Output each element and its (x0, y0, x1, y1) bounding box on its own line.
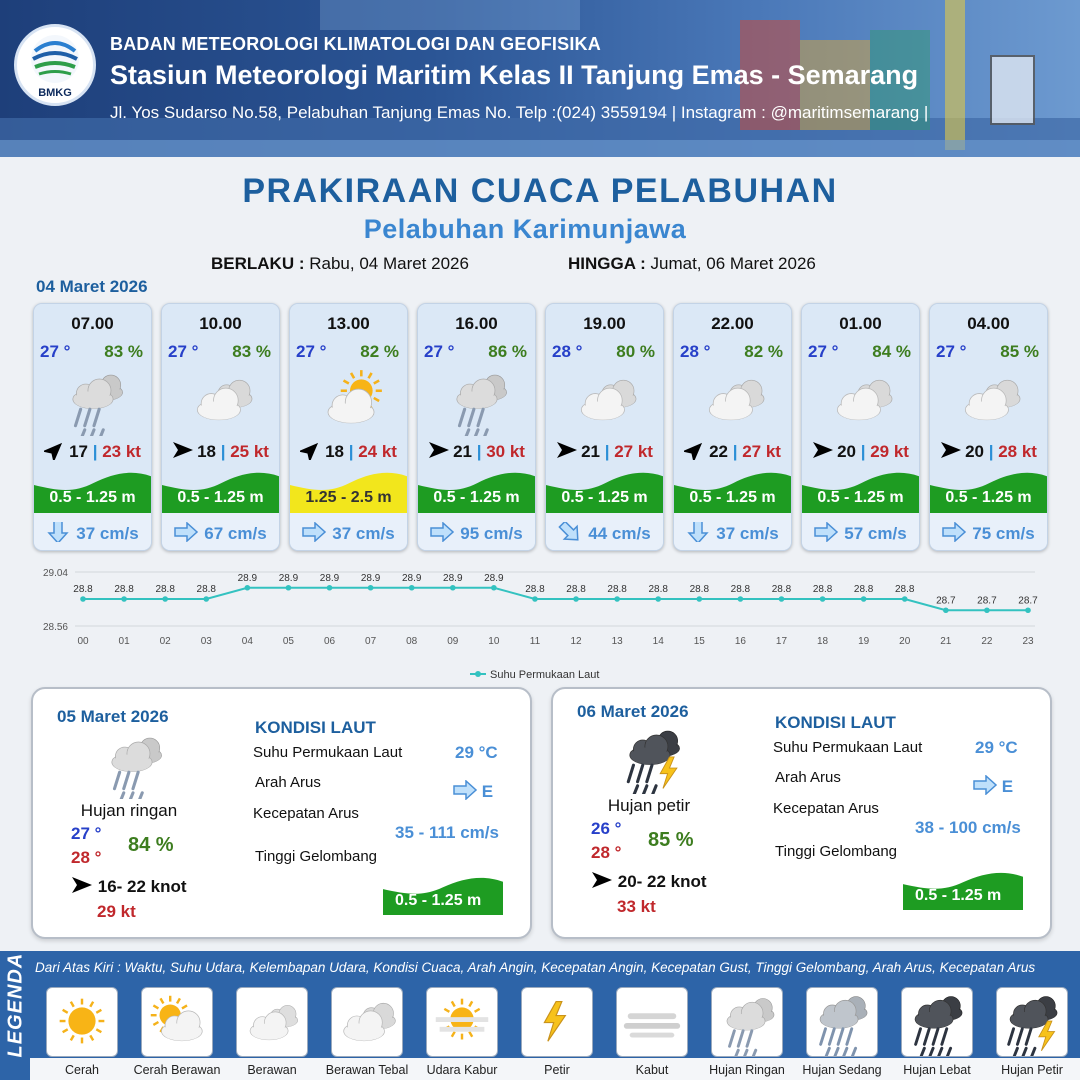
gust-speed: 24 kt (358, 442, 397, 461)
min-temperature: 27 ° (71, 824, 102, 843)
organization-name: BADAN METEOROLOGI KLIMATOLOGI DAN GEOFISIKA (110, 34, 601, 54)
sun-cloud-icon (141, 987, 213, 1057)
wind-speed: 21 (581, 442, 600, 461)
x-tick-label: 06 (323, 636, 336, 647)
humidity: 85 % (1000, 342, 1039, 361)
current-direction-icon (174, 522, 198, 544)
legend-item-label: Hujan Petir (1001, 1063, 1063, 1077)
wave-height: 0.5 - 1.25 m (945, 489, 1032, 506)
current-direction-icon (430, 522, 454, 544)
current-speed-label: Kecepatan Arus (773, 800, 879, 817)
x-tick-label: 13 (611, 636, 623, 647)
lightning-icon (521, 987, 593, 1057)
sea-conditions-title: KONDISI LAUT (255, 718, 376, 737)
sst-data-point (450, 585, 456, 591)
wind-speed: 20 (837, 442, 856, 461)
forecast-time: 07.00 (71, 314, 114, 333)
gust-speed: 23 kt (102, 442, 141, 461)
wind-info (162, 440, 279, 462)
current-speed: 44 cm/s (588, 524, 651, 543)
sst-data-label: 28.9 (443, 572, 463, 584)
x-tick-label: 17 (775, 636, 788, 647)
wind-speed: 21 (453, 442, 472, 461)
sst-data-point (80, 596, 86, 602)
humidity: 83 % (104, 342, 143, 361)
wind-direction-icon (428, 440, 450, 462)
wave-height: 0.5 - 1.25 m (49, 489, 136, 506)
wind-speed: 18 (197, 442, 216, 461)
cloudy-icon (236, 987, 308, 1057)
legend-item-label: Hujan Lebat (903, 1063, 971, 1077)
sst-data-label: 28.8 (155, 584, 175, 595)
sst-data-point (820, 596, 826, 602)
wind-direction-icon (556, 440, 578, 462)
sst-data-point (286, 585, 292, 591)
sst-data-label: 28.9 (360, 572, 381, 584)
sea-surface-temperature-chart (30, 560, 1060, 685)
current-info (674, 513, 791, 551)
sst-data-point (573, 596, 579, 602)
sst-data-label: 28.8 (689, 584, 710, 595)
thunderstorm-icon (996, 987, 1068, 1057)
current-direction-icon (973, 777, 997, 796)
current-direction (453, 780, 493, 802)
valid-from (211, 254, 469, 274)
forecast-card (929, 303, 1048, 551)
min-temperature: 26 ° (591, 819, 622, 838)
hourly-forecast-cards (33, 303, 1053, 551)
wind-info (802, 440, 919, 462)
sst-data-label: 28.7 (977, 595, 997, 607)
sst-data-label: 28.8 (525, 584, 545, 595)
wave-height-label: Tinggi Gelombang (775, 843, 898, 860)
station-address: Jl. Yos Sudarso No.58, Pelabuhan Tanjung Emas No. Telp :(024) 3559194 | Instagram : @maritimsemarang | (110, 103, 929, 122)
gust-speed: 33 kt (617, 897, 656, 916)
legend-item-label: Hujan Ringan (709, 1063, 785, 1077)
air-temperature: 27 ° (296, 342, 327, 361)
valid-to-label: HINGGA : (568, 254, 646, 273)
sst-data-point (984, 607, 990, 613)
current-direction-value: E (1001, 777, 1014, 796)
current-direction (973, 775, 1013, 797)
x-tick-label: 03 (200, 636, 212, 647)
x-tick-label: 10 (488, 636, 500, 647)
sst-data-label: 28.8 (812, 584, 833, 595)
wind-separator: | (983, 442, 999, 461)
sst-label: Suhu Permukaan Laut (773, 739, 923, 756)
sst-data-point (368, 585, 374, 591)
x-tick-label: 01 (118, 636, 130, 647)
forecast-time: 04.00 (967, 314, 1010, 333)
wind-separator: | (727, 442, 743, 461)
sst-data-label: 28.8 (771, 584, 792, 595)
weather-condition: Hujan ringan (80, 801, 178, 820)
legend-item-label: Berawan Tebal (325, 1063, 409, 1077)
wave-height: 1.25 - 2.5 m (305, 489, 392, 506)
legend-item-label: Cerah Berawan (133, 1063, 221, 1077)
gust-speed: 28 kt (998, 442, 1037, 461)
forecast-time: 16.00 (455, 314, 498, 333)
x-tick-label: 21 (940, 636, 952, 647)
sst-data-point (203, 596, 209, 602)
current-speed: 95 cm/s (460, 524, 523, 543)
sst-data-label: 28.8 (648, 584, 668, 595)
wave-height: 0.5 - 1.25 m (817, 489, 904, 506)
air-temperature: 27 ° (808, 342, 839, 361)
valid-from-value: Rabu, 04 Maret 2026 (309, 254, 469, 273)
wind-info (674, 440, 791, 462)
x-tick-label: 15 (693, 636, 705, 647)
sst-data-label: 28.7 (1018, 595, 1038, 607)
gust-speed: 27 kt (614, 442, 653, 461)
wind-speed: 18 (325, 442, 344, 461)
forecast-time: 19.00 (583, 314, 626, 333)
wind-separator: | (471, 442, 487, 461)
current-info (802, 513, 919, 551)
sst-data-label: 28.8 (73, 584, 93, 595)
wind-info (290, 440, 407, 462)
air-temperature: 27 ° (424, 342, 455, 361)
wind-info (591, 870, 707, 892)
sst-data-point (121, 596, 127, 602)
gust-speed: 27 kt (742, 442, 781, 461)
x-tick-label: 16 (734, 636, 746, 647)
air-temperature: 28 ° (680, 342, 711, 361)
heavy-rain-icon (901, 987, 973, 1057)
gust-speed: 25 kt (230, 442, 269, 461)
air-temperature: 28 ° (552, 342, 583, 361)
x-tick-label: 08 (406, 636, 418, 647)
forecast-time: 10.00 (199, 314, 242, 333)
sst-data-point (1025, 607, 1031, 613)
wind-info (34, 440, 151, 462)
sst-label: Suhu Permukaan Laut (253, 744, 403, 761)
wind-direction-icon (591, 872, 613, 891)
light-rain-icon (54, 364, 134, 434)
current-info (930, 513, 1047, 551)
current-direction-icon (814, 522, 838, 544)
air-temperature: 27 ° (936, 342, 967, 361)
current-speed-label: Kecepatan Arus (253, 805, 359, 822)
legend-item-label: Cerah (64, 1063, 100, 1077)
legend-marker (475, 671, 481, 677)
current-info (162, 513, 279, 551)
forecast-time: 13.00 (327, 314, 370, 333)
wind-speed: 16- 22 knot (97, 877, 187, 896)
wind-separator: | (215, 442, 231, 461)
current-speed: 67 cm/s (204, 524, 267, 543)
sst-data-label: 28.9 (484, 572, 504, 584)
wave-height: 0.5 - 1.25 m (433, 489, 520, 506)
fog-icon (616, 987, 688, 1057)
station-name: Stasiun Meteorologi Maritim Kelas II Tanjung Emas - Semarang (110, 60, 919, 90)
forecast-card (801, 303, 920, 551)
wind-info (418, 440, 535, 462)
wind-direction-icon (812, 440, 834, 462)
heavy-cloud-icon (182, 364, 262, 434)
max-temperature: 28 ° (71, 848, 102, 867)
forecast-card (545, 303, 664, 551)
sst-data-label: 28.9 (319, 572, 340, 584)
current-direction-value: E (481, 782, 494, 801)
current-speed: 75 cm/s (972, 524, 1035, 543)
x-tick-label: 14 (652, 636, 664, 647)
humidity: 84 % (872, 342, 911, 361)
sst-data-label: 28.8 (196, 584, 216, 595)
x-tick-label: 05 (282, 636, 294, 647)
x-tick-label: 22 (981, 636, 993, 647)
forecast-time: 22.00 (711, 314, 754, 333)
forecast-time: 01.00 (839, 314, 882, 333)
legend-item-label: Udara Kabur (426, 1063, 498, 1077)
sst-data-label: 28.8 (566, 584, 586, 595)
sst-data-label: 28.8 (114, 584, 134, 595)
panel-date: 05 Maret 2026 (57, 707, 169, 726)
humidity: 80 % (616, 342, 655, 361)
sst-data-label: 28.8 (607, 584, 627, 595)
legend-item-label: Hujan Sedang (802, 1063, 882, 1077)
humidity: 83 % (232, 342, 271, 361)
current-direction-icon (453, 782, 477, 801)
air-temperature: 27 ° (40, 342, 71, 361)
current-info (34, 513, 151, 551)
x-tick-label: 04 (241, 636, 253, 647)
heavy-cloud-icon (822, 364, 902, 434)
legend-series-name: Suhu Permukaan Laut (490, 669, 600, 681)
panel-date: 06 Maret 2026 (577, 702, 689, 721)
heavy-cloud-icon (694, 364, 774, 434)
heavy-cloud-icon (566, 364, 646, 434)
y-tick-label: 28.56 (42, 622, 68, 633)
partly-cloudy-icon (310, 364, 390, 434)
wave-height: 0.5 - 1.25 m (689, 489, 776, 506)
x-tick-label: 23 (1022, 636, 1034, 647)
humidity: 84 % (128, 834, 174, 856)
weather-condition: Hujan petir (607, 796, 691, 815)
wind-speed: 17 (69, 442, 88, 461)
moderate-rain-icon (806, 987, 878, 1057)
max-temperature: 28 ° (591, 843, 622, 862)
current-speed-value: 35 - 111 cm/s (395, 823, 499, 842)
sst-data-label: 28.9 (401, 572, 422, 584)
sst-data-label: 28.8 (895, 584, 915, 595)
current-direction-icon (558, 522, 582, 544)
wind-separator: | (599, 442, 615, 461)
current-speed: 37 cm/s (332, 524, 395, 543)
current-direction-icon (942, 522, 966, 544)
sst-data-point (409, 585, 415, 591)
forecast-date: 04 Maret 2026 (36, 277, 148, 296)
light-rain-icon (711, 987, 783, 1057)
current-direction-icon (46, 522, 70, 544)
legend-item-label: Berawan (247, 1063, 297, 1077)
sst-data-point (861, 596, 867, 602)
sst-data-point (614, 596, 620, 602)
page-title: PRAKIRAAN CUACA PELABUHAN (242, 172, 838, 210)
wind-speed: 20 (965, 442, 984, 461)
haze-icon (426, 987, 498, 1057)
y-tick-label: 29.04 (42, 568, 68, 579)
x-tick-label: 20 (899, 636, 911, 647)
forecast-card (33, 303, 152, 551)
sst-data-point (245, 585, 251, 591)
wind-direction-icon (172, 440, 194, 462)
sst-data-point (162, 596, 168, 602)
sst-data-point (779, 596, 785, 602)
sunny-icon (46, 987, 118, 1057)
sst-value: 29 °C (455, 743, 498, 762)
x-tick-label: 09 (447, 636, 459, 647)
port-name: Pelabuhan Karimunjawa (363, 214, 687, 244)
heavy-cloud-icon (950, 364, 1030, 434)
wind-info (546, 440, 663, 462)
current-info (546, 513, 663, 551)
wind-direction-icon (940, 440, 962, 462)
day-panel-05-march (31, 687, 532, 939)
gust-speed: 29 kt (97, 902, 136, 921)
legend-description: Dari Atas Kiri : Waktu, Suhu Udara, Kelembapan Udara, Kondisi Cuaca, Arah Angin, Kecepatan Angin, Kecepatan Gust, Tinggi Gelombang, Arah Arus, Kecepatan Arus (35, 960, 1036, 975)
legend-item-label: Kabut (635, 1063, 669, 1077)
current-direction-icon (686, 522, 710, 544)
wind-direction-icon (71, 877, 93, 896)
current-speed: 37 cm/s (716, 524, 779, 543)
wind-direction-icon (300, 440, 322, 462)
valid-from-label: BERLAKU : (211, 254, 305, 273)
wave-height-value: 0.5 - 1.25 m (915, 887, 1002, 904)
gust-speed: 30 kt (486, 442, 525, 461)
x-tick-label: 12 (570, 636, 582, 647)
wind-separator: | (343, 442, 359, 461)
wave-height-label: Tinggi Gelombang (255, 848, 378, 865)
x-tick-label: 19 (858, 636, 870, 647)
wind-separator: | (855, 442, 871, 461)
wave-height: 0.5 - 1.25 m (561, 489, 648, 506)
current-direction-icon (302, 522, 326, 544)
sst-data-label: 28.9 (278, 572, 299, 584)
current-speed: 37 cm/s (76, 524, 139, 543)
forecast-card (417, 303, 536, 551)
wind-separator: | (87, 442, 103, 461)
sst-data-label: 28.8 (730, 584, 751, 595)
sst-value: 29 °C (975, 738, 1018, 757)
legend-title: LEGENDA (4, 952, 27, 1058)
header-banner (0, 0, 1080, 157)
humidity: 86 % (488, 342, 527, 361)
sst-data-point (943, 607, 949, 613)
sst-data-point (655, 596, 661, 602)
current-speed-value: 38 - 100 cm/s (915, 818, 1021, 837)
wave-height: 0.5 - 1.25 m (177, 489, 264, 506)
sst-data-label: 28.9 (237, 572, 258, 584)
sst-data-point (327, 585, 333, 591)
day-panel-06-march (551, 687, 1052, 939)
sst-data-point (697, 596, 703, 602)
legend-item-label: Petir (544, 1063, 570, 1077)
valid-to (568, 254, 816, 274)
wind-info (71, 875, 187, 897)
logo-text: BMKG (38, 87, 72, 99)
humidity: 82 % (360, 342, 399, 361)
x-tick-label: 02 (159, 636, 171, 647)
heavy-cloud-icon (331, 987, 403, 1057)
forecast-card (673, 303, 792, 551)
wave-height-value: 0.5 - 1.25 m (395, 892, 482, 909)
sst-data-point (532, 596, 538, 602)
wind-info (930, 440, 1047, 462)
thunderstorm-icon (613, 722, 693, 794)
current-direction-label: Arah Arus (775, 769, 841, 786)
x-tick-label: 00 (77, 636, 89, 647)
sst-data-point (738, 596, 744, 602)
humidity: 82 % (744, 342, 783, 361)
current-info (290, 513, 407, 551)
light-rain-icon (93, 727, 173, 799)
forecast-card (289, 303, 408, 551)
current-speed: 57 cm/s (844, 524, 907, 543)
sst-data-label: 28.8 (853, 584, 874, 595)
sst-data-label: 28.7 (936, 595, 956, 607)
gust-speed: 29 kt (870, 442, 909, 461)
wind-direction-icon (684, 440, 706, 462)
air-temperature: 27 ° (168, 342, 199, 361)
sst-data-point (902, 596, 908, 602)
current-direction-label: Arah Arus (255, 774, 321, 791)
sea-conditions-title: KONDISI LAUT (775, 713, 896, 732)
wind-direction-icon (44, 440, 66, 462)
humidity: 85 % (648, 829, 694, 851)
x-tick-label: 18 (817, 636, 829, 647)
bmkg-logo (14, 24, 96, 106)
sst-data-point (491, 585, 497, 591)
wind-speed: 22 (709, 442, 728, 461)
valid-to-value: Jumat, 06 Maret 2026 (650, 254, 816, 273)
sst-series-line (83, 588, 1028, 611)
x-tick-label: 07 (365, 636, 377, 647)
forecast-card (161, 303, 280, 551)
wind-speed: 20- 22 knot (617, 872, 707, 891)
x-tick-label: 11 (529, 636, 541, 647)
current-info (418, 513, 535, 551)
light-rain-icon (438, 364, 518, 434)
